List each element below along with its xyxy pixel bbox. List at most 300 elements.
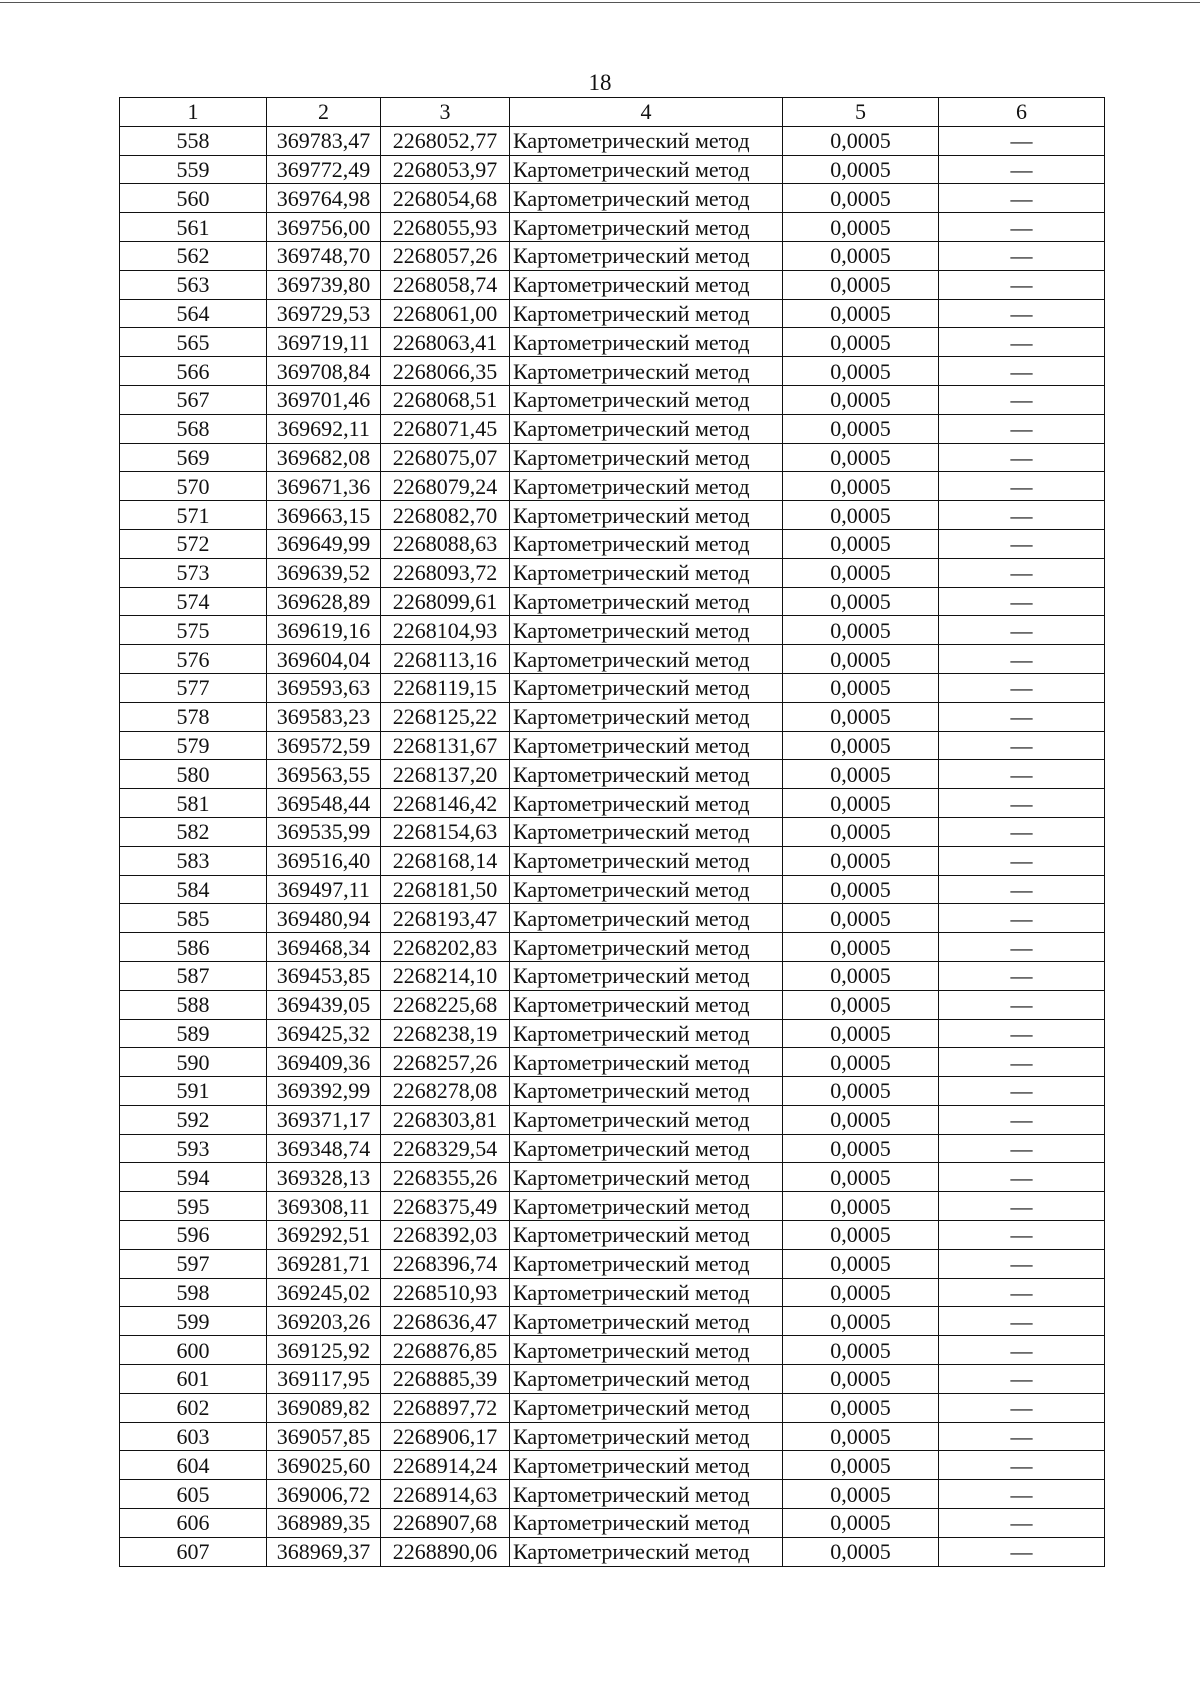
accuracy-cell: 0,0005 [783,1163,939,1192]
description-cell: — [939,299,1105,328]
description-cell: — [939,933,1105,962]
table-row [120,961,1105,990]
table-row [120,933,1105,962]
y-coordinate-cell: 2268257,26 [381,1048,510,1077]
point-number-cell: 578 [120,702,267,731]
x-coordinate-cell: 369409,36 [267,1048,381,1077]
y-coordinate-cell: 2268137,20 [381,760,510,789]
point-number-cell: 576 [120,645,267,674]
description-cell: — [939,1451,1105,1480]
x-coordinate-cell: 368969,37 [267,1537,381,1566]
x-coordinate-cell: 369649,99 [267,529,381,558]
description-cell: — [939,1134,1105,1163]
column-header-5: 5 [783,98,939,127]
accuracy-cell: 0,0005 [783,213,939,242]
y-coordinate-cell: 2268914,63 [381,1480,510,1509]
description-cell: — [939,645,1105,674]
accuracy-cell: 0,0005 [783,414,939,443]
y-coordinate-cell: 2268055,93 [381,213,510,242]
accuracy-cell: 0,0005 [783,587,939,616]
x-coordinate-cell: 369480,94 [267,904,381,933]
table-row [120,501,1105,530]
method-cell: Картометрический метод [510,299,783,328]
accuracy-cell: 0,0005 [783,1307,939,1336]
point-number-cell: 602 [120,1393,267,1422]
description-cell: — [939,385,1105,414]
table-row [120,1105,1105,1134]
method-cell: Картометрический метод [510,760,783,789]
x-coordinate-cell: 369756,00 [267,213,381,242]
accuracy-cell: 0,0005 [783,443,939,472]
description-cell: — [939,1077,1105,1106]
method-cell: Картометрический метод [510,1307,783,1336]
description-cell: — [939,1163,1105,1192]
accuracy-cell: 0,0005 [783,1019,939,1048]
point-number-cell: 607 [120,1537,267,1566]
description-cell: — [939,1278,1105,1307]
method-cell: Картометрический метод [510,1336,783,1365]
point-number-cell: 572 [120,529,267,558]
accuracy-cell: 0,0005 [783,1077,939,1106]
x-coordinate-cell: 369748,70 [267,241,381,270]
y-coordinate-cell: 2268061,00 [381,299,510,328]
method-cell: Картометрический метод [510,1537,783,1566]
method-cell: Картометрический метод [510,990,783,1019]
table-row [120,1509,1105,1538]
point-number-cell: 587 [120,961,267,990]
method-cell: Картометрический метод [510,385,783,414]
x-coordinate-cell: 369308,11 [267,1192,381,1221]
point-number-cell: 586 [120,933,267,962]
method-cell: Картометрический метод [510,817,783,846]
accuracy-cell: 0,0005 [783,328,939,357]
point-number-cell: 583 [120,846,267,875]
table-row [120,990,1105,1019]
x-coordinate-cell: 369516,40 [267,846,381,875]
x-coordinate-cell: 369535,99 [267,817,381,846]
table-row [120,328,1105,357]
point-number-cell: 561 [120,213,267,242]
point-number-cell: 596 [120,1221,267,1250]
table-row [120,443,1105,472]
accuracy-cell: 0,0005 [783,1221,939,1250]
accuracy-cell: 0,0005 [783,529,939,558]
y-coordinate-cell: 2268396,74 [381,1249,510,1278]
y-coordinate-cell: 2268131,67 [381,731,510,760]
y-coordinate-cell: 2268329,54 [381,1134,510,1163]
description-cell: — [939,1393,1105,1422]
table-row [120,126,1105,155]
accuracy-cell: 0,0005 [783,904,939,933]
table-row [120,702,1105,731]
description-cell: — [939,875,1105,904]
method-cell: Картометрический метод [510,1105,783,1134]
y-coordinate-cell: 2268071,45 [381,414,510,443]
table-body [120,126,1105,1566]
description-cell: — [939,1307,1105,1336]
point-number-cell: 605 [120,1480,267,1509]
table-row [120,385,1105,414]
point-number-cell: 599 [120,1307,267,1336]
description-cell: — [939,616,1105,645]
description-cell: — [939,1019,1105,1048]
y-coordinate-cell: 2268168,14 [381,846,510,875]
table-row [120,241,1105,270]
point-number-cell: 594 [120,1163,267,1192]
description-cell: — [939,357,1105,386]
y-coordinate-cell: 2268907,68 [381,1509,510,1538]
x-coordinate-cell: 369392,99 [267,1077,381,1106]
y-coordinate-cell: 2268058,74 [381,270,510,299]
table-row [120,472,1105,501]
point-number-cell: 569 [120,443,267,472]
accuracy-cell: 0,0005 [783,933,939,962]
method-cell: Картометрический метод [510,961,783,990]
point-number-cell: 604 [120,1451,267,1480]
table-row [120,1422,1105,1451]
x-coordinate-cell: 369548,44 [267,789,381,818]
table-row [120,299,1105,328]
point-number-cell: 592 [120,1105,267,1134]
description-cell: — [939,789,1105,818]
x-coordinate-cell: 369328,13 [267,1163,381,1192]
table-row [120,760,1105,789]
accuracy-cell: 0,0005 [783,1192,939,1221]
method-cell: Картометрический метод [510,587,783,616]
table-row [120,875,1105,904]
y-coordinate-cell: 2268238,19 [381,1019,510,1048]
method-cell: Картометрический метод [510,1048,783,1077]
point-number-cell: 598 [120,1278,267,1307]
coordinates-table [119,97,1105,1567]
accuracy-cell: 0,0005 [783,731,939,760]
description-cell: — [939,673,1105,702]
description-cell: — [939,241,1105,270]
table-row [120,1048,1105,1077]
point-number-cell: 564 [120,299,267,328]
method-cell: Картометрический метод [510,1221,783,1250]
table-row [120,213,1105,242]
method-cell: Картометрический метод [510,1134,783,1163]
y-coordinate-cell: 2268181,50 [381,875,510,904]
method-cell: Картометрический метод [510,328,783,357]
table-row [120,1480,1105,1509]
description-cell: — [939,213,1105,242]
y-coordinate-cell: 2268054,68 [381,184,510,213]
method-cell: Картометрический метод [510,558,783,587]
x-coordinate-cell: 369006,72 [267,1480,381,1509]
accuracy-cell: 0,0005 [783,1278,939,1307]
column-header-2: 2 [267,98,381,127]
table-row [120,155,1105,184]
x-coordinate-cell: 369563,55 [267,760,381,789]
method-cell: Картометрический метод [510,472,783,501]
x-coordinate-cell: 369772,49 [267,155,381,184]
description-cell: — [939,904,1105,933]
method-cell: Картометрический метод [510,933,783,962]
y-coordinate-cell: 2268225,68 [381,990,510,1019]
method-cell: Картометрический метод [510,357,783,386]
table-row [120,414,1105,443]
header-row [120,98,1105,127]
point-number-cell: 559 [120,155,267,184]
method-cell: Картометрический метод [510,126,783,155]
y-coordinate-cell: 2268885,39 [381,1365,510,1394]
description-cell: — [939,1249,1105,1278]
accuracy-cell: 0,0005 [783,645,939,674]
x-coordinate-cell: 369371,17 [267,1105,381,1134]
table-row [120,904,1105,933]
x-coordinate-cell: 369628,89 [267,587,381,616]
accuracy-cell: 0,0005 [783,385,939,414]
x-coordinate-cell: 369439,05 [267,990,381,1019]
accuracy-cell: 0,0005 [783,558,939,587]
x-coordinate-cell: 369468,34 [267,933,381,962]
table-row [120,1134,1105,1163]
method-cell: Картометрический метод [510,616,783,645]
point-number-cell: 575 [120,616,267,645]
description-cell: — [939,1509,1105,1538]
y-coordinate-cell: 2268125,22 [381,702,510,731]
x-coordinate-cell: 369425,32 [267,1019,381,1048]
y-coordinate-cell: 2268063,41 [381,328,510,357]
y-coordinate-cell: 2268104,93 [381,616,510,645]
method-cell: Картометрический метод [510,529,783,558]
table-row [120,645,1105,674]
method-cell: Картометрический метод [510,1393,783,1422]
x-coordinate-cell: 369739,80 [267,270,381,299]
table-row [120,558,1105,587]
y-coordinate-cell: 2268303,81 [381,1105,510,1134]
x-coordinate-cell: 369783,47 [267,126,381,155]
y-coordinate-cell: 2268053,97 [381,155,510,184]
description-cell: — [939,1365,1105,1394]
accuracy-cell: 0,0005 [783,961,939,990]
y-coordinate-cell: 2268906,17 [381,1422,510,1451]
accuracy-cell: 0,0005 [783,270,939,299]
accuracy-cell: 0,0005 [783,1249,939,1278]
method-cell: Картометрический метод [510,241,783,270]
table-row [120,731,1105,760]
point-number-cell: 573 [120,558,267,587]
accuracy-cell: 0,0005 [783,357,939,386]
x-coordinate-cell: 369348,74 [267,1134,381,1163]
method-cell: Картометрический метод [510,875,783,904]
description-cell: — [939,990,1105,1019]
y-coordinate-cell: 2268636,47 [381,1307,510,1336]
accuracy-cell: 0,0005 [783,875,939,904]
x-coordinate-cell: 369593,63 [267,673,381,702]
x-coordinate-cell: 369572,59 [267,731,381,760]
x-coordinate-cell: 369117,95 [267,1365,381,1394]
description-cell: — [939,529,1105,558]
x-coordinate-cell: 369057,85 [267,1422,381,1451]
point-number-cell: 595 [120,1192,267,1221]
method-cell: Картометрический метод [510,184,783,213]
description-cell: — [939,184,1105,213]
y-coordinate-cell: 2268082,70 [381,501,510,530]
description-cell: — [939,1105,1105,1134]
point-number-cell: 582 [120,817,267,846]
y-coordinate-cell: 2268075,07 [381,443,510,472]
accuracy-cell: 0,0005 [783,299,939,328]
table-row [120,270,1105,299]
method-cell: Картометрический метод [510,443,783,472]
point-number-cell: 579 [120,731,267,760]
description-cell: — [939,817,1105,846]
method-cell: Картометрический метод [510,1422,783,1451]
table-row [120,1537,1105,1566]
point-number-cell: 603 [120,1422,267,1451]
description-cell: — [939,270,1105,299]
table-row [120,1019,1105,1048]
y-coordinate-cell: 2268057,26 [381,241,510,270]
y-coordinate-cell: 2268093,72 [381,558,510,587]
point-number-cell: 591 [120,1077,267,1106]
x-coordinate-cell: 369604,04 [267,645,381,674]
table-row [120,616,1105,645]
table-row [120,587,1105,616]
description-cell: — [939,1192,1105,1221]
y-coordinate-cell: 2268193,47 [381,904,510,933]
y-coordinate-cell: 2268214,10 [381,961,510,990]
description-cell: — [939,414,1105,443]
y-coordinate-cell: 2268914,24 [381,1451,510,1480]
method-cell: Картометрический метод [510,414,783,443]
point-number-cell: 581 [120,789,267,818]
table-row [120,1393,1105,1422]
description-cell: — [939,155,1105,184]
accuracy-cell: 0,0005 [783,126,939,155]
x-coordinate-cell: 369764,98 [267,184,381,213]
method-cell: Картометрический метод [510,1278,783,1307]
table-row [120,184,1105,213]
method-cell: Картометрический метод [510,1249,783,1278]
accuracy-cell: 0,0005 [783,1509,939,1538]
y-coordinate-cell: 2268068,51 [381,385,510,414]
method-cell: Картометрический метод [510,1480,783,1509]
y-coordinate-cell: 2268052,77 [381,126,510,155]
point-number-cell: 593 [120,1134,267,1163]
x-coordinate-cell: 369245,02 [267,1278,381,1307]
description-cell: — [939,328,1105,357]
method-cell: Картометрический метод [510,673,783,702]
point-number-cell: 590 [120,1048,267,1077]
table-row [120,846,1105,875]
method-cell: Картометрический метод [510,1365,783,1394]
description-cell: — [939,501,1105,530]
x-coordinate-cell: 369281,71 [267,1249,381,1278]
table-row [120,357,1105,386]
x-coordinate-cell: 369125,92 [267,1336,381,1365]
point-number-cell: 597 [120,1249,267,1278]
y-coordinate-cell: 2268375,49 [381,1192,510,1221]
point-number-cell: 580 [120,760,267,789]
table-row [120,1307,1105,1336]
x-coordinate-cell: 369639,52 [267,558,381,587]
x-coordinate-cell: 369453,85 [267,961,381,990]
method-cell: Картометрический метод [510,270,783,299]
x-coordinate-cell: 369583,23 [267,702,381,731]
description-cell: — [939,587,1105,616]
y-coordinate-cell: 2268510,93 [381,1278,510,1307]
x-coordinate-cell: 369708,84 [267,357,381,386]
description-cell: — [939,443,1105,472]
description-cell: — [939,1480,1105,1509]
x-coordinate-cell: 369701,46 [267,385,381,414]
method-cell: Картометрический метод [510,789,783,818]
point-number-cell: 567 [120,385,267,414]
point-number-cell: 600 [120,1336,267,1365]
y-coordinate-cell: 2268392,03 [381,1221,510,1250]
y-coordinate-cell: 2268088,63 [381,529,510,558]
x-coordinate-cell: 369663,15 [267,501,381,530]
method-cell: Картометрический метод [510,904,783,933]
description-cell: — [939,760,1105,789]
method-cell: Картометрический метод [510,501,783,530]
column-header-3: 3 [381,98,510,127]
point-number-cell: 566 [120,357,267,386]
table-row [120,817,1105,846]
description-cell: — [939,1221,1105,1250]
x-coordinate-cell: 369619,16 [267,616,381,645]
table-row [120,529,1105,558]
description-cell: — [939,126,1105,155]
accuracy-cell: 0,0005 [783,241,939,270]
description-cell: — [939,1336,1105,1365]
method-cell: Картометрический метод [510,1019,783,1048]
table-row [120,1221,1105,1250]
table-row [120,1077,1105,1106]
x-coordinate-cell: 369089,82 [267,1393,381,1422]
accuracy-cell: 0,0005 [783,1105,939,1134]
method-cell: Картометрический метод [510,1192,783,1221]
x-coordinate-cell: 369292,51 [267,1221,381,1250]
table-row [120,1336,1105,1365]
accuracy-cell: 0,0005 [783,1393,939,1422]
accuracy-cell: 0,0005 [783,1336,939,1365]
point-number-cell: 565 [120,328,267,357]
x-coordinate-cell: 369497,11 [267,875,381,904]
accuracy-cell: 0,0005 [783,501,939,530]
point-number-cell: 589 [120,1019,267,1048]
accuracy-cell: 0,0005 [783,1134,939,1163]
point-number-cell: 562 [120,241,267,270]
table-row [120,1192,1105,1221]
method-cell: Картометрический метод [510,1163,783,1192]
x-coordinate-cell: 368989,35 [267,1509,381,1538]
accuracy-cell: 0,0005 [783,1451,939,1480]
method-cell: Картометрический метод [510,213,783,242]
point-number-cell: 588 [120,990,267,1019]
accuracy-cell: 0,0005 [783,990,939,1019]
table-row [120,673,1105,702]
y-coordinate-cell: 2268119,15 [381,673,510,702]
accuracy-cell: 0,0005 [783,184,939,213]
column-header-6: 6 [939,98,1105,127]
y-coordinate-cell: 2268154,63 [381,817,510,846]
point-number-cell: 585 [120,904,267,933]
accuracy-cell: 0,0005 [783,1365,939,1394]
point-number-cell: 601 [120,1365,267,1394]
y-coordinate-cell: 2268890,06 [381,1537,510,1566]
accuracy-cell: 0,0005 [783,1480,939,1509]
y-coordinate-cell: 2268113,16 [381,645,510,674]
point-number-cell: 560 [120,184,267,213]
method-cell: Картометрический метод [510,1077,783,1106]
description-cell: — [939,472,1105,501]
accuracy-cell: 0,0005 [783,155,939,184]
